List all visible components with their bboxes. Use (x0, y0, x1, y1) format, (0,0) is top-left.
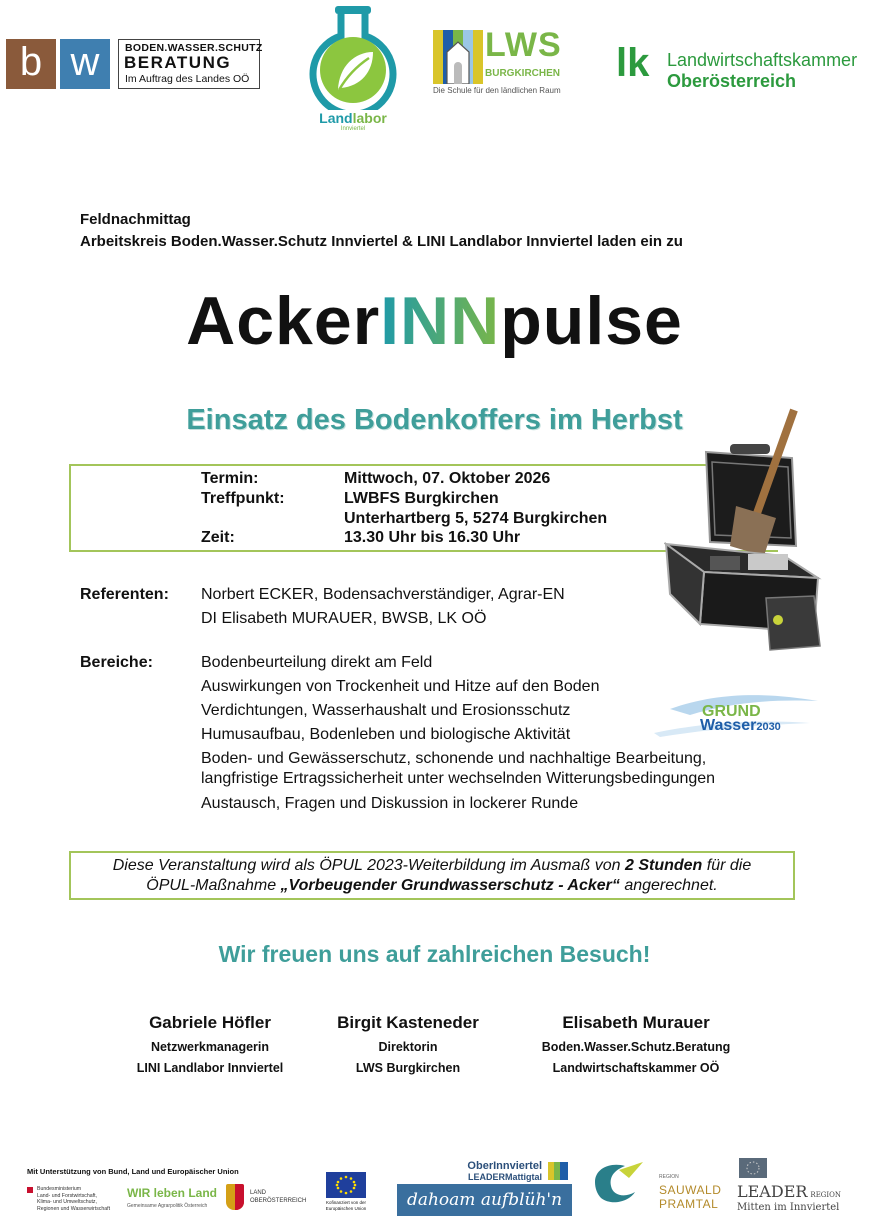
signature-role: Boden.Wasser.Schutz.Beratung (541, 1040, 731, 1054)
closing-text: Wir freuen uns auf zahlreichen Besuch! (218, 941, 651, 967)
bw-logo-b: b (6, 39, 56, 89)
referent-item: DI Elisabeth MURAUER, BWSB, LK OÖ (201, 610, 487, 627)
lws-logo (433, 26, 593, 100)
bw-logo-textbox (118, 39, 263, 89)
bereich-item: Humusaufbau, Bodenleben und biologische Aktivität (201, 726, 571, 743)
zeit-label: Zeit: (201, 529, 235, 546)
eu-flag-logo: Kofinanziert von der Europäischen Union (322, 1172, 370, 1216)
signature-block (526, 1013, 746, 1082)
event-subtitle: Einsatz des Bodenkoffers im Herbst (186, 404, 683, 436)
referenten-label: Referenten: (80, 586, 169, 603)
signature-org: LWS Burgkirchen (355, 1061, 461, 1075)
support-text: Mit Unterstützung von Bund, Land und Europäischer Union (27, 1167, 239, 1176)
bereich-item: Auswirkungen von Trockenheit und Hitze auf den Boden (201, 678, 600, 695)
leader-bars-icon (548, 1162, 568, 1180)
bereich-item: Verdichtungen, Wasserhaushalt und Erosionsschutz (201, 702, 571, 719)
soil-kit-suitcase-image (664, 406, 824, 652)
signature-name: Elisabeth Murauer (562, 1013, 710, 1032)
grundwasser-bottom: Wasser2030 (700, 717, 781, 734)
bw-beratung-logo (6, 39, 263, 89)
leader-region-logo: LEADER REGION Mitten im Innviertel (737, 1158, 857, 1216)
lws-tagline: Die Schule für den ländlichen Raum (433, 86, 561, 95)
signature-role: Direktorin (378, 1040, 438, 1054)
bw-logo-line3: Im Auftrag des Landes OÖ (125, 73, 250, 85)
lws-building-icon (433, 30, 483, 84)
landwirtschaftskammer-logo (616, 38, 866, 94)
oepul-note-line2: ÖPUL-Maßnahme „Vorbeugender Grundwasserschutz - Acker“ angerechnet. (146, 877, 718, 894)
flask-leaf-icon (303, 2, 403, 110)
treffpunkt-value2: Unterhartberg 5, 5274 Burgkirchen (344, 510, 608, 527)
treffpunkt-value1: LWBFS Burgkirchen (344, 490, 499, 507)
zeit-value: 13.30 Uhr bis 16.30 Uhr (344, 529, 521, 546)
eu-flag-small-icon (739, 1158, 767, 1178)
intro-line2: Arbeitskreis Boden.Wasser.Schutz Innviertel & LINI Landlabor Innviertel laden ein zu (80, 233, 683, 250)
signature-org: LINI Landlabor Innviertel (136, 1061, 284, 1075)
lws-sub: BURGKIRCHEN (485, 68, 560, 79)
signature-name: Birgit Kasteneder (337, 1013, 479, 1032)
grundwasser-2030-logo (650, 693, 820, 739)
signature-block (110, 1013, 310, 1082)
title-acker: Acker (186, 283, 381, 359)
landlabor-name: Landlabor (319, 110, 387, 126)
eu-flag-icon (326, 1172, 366, 1198)
signature-block (308, 1013, 508, 1082)
referent-item: Norbert ECKER, Bodensachverständiger, Agrar-EN (201, 586, 565, 603)
lk-line2: Oberösterreich (667, 71, 797, 91)
signature-org: Landwirtschaftskammer OÖ (552, 1061, 720, 1075)
grundwasser-top: GRUND (702, 703, 761, 720)
wir-leben-land-logo: WIR leben Land Gemeinsame Agrarpolitik Österreich (127, 1186, 217, 1209)
sauwald-pramtal-logo: REGION SAUWALD PRAMTAL (591, 1158, 721, 1214)
lws-name: LWS (485, 26, 562, 64)
bird-emblem-icon (591, 1158, 647, 1206)
bmlrt-logo: Bundesministerium Land- und Forstwirtschaft, Klima- und Umweltschutz, Regionen und Wasserwirtschaft (27, 1186, 127, 1216)
bereich-item: Boden- und Gewässerschutz, schonende und nachhaltige Bearbeitung, (201, 750, 707, 767)
title-inn: INN (380, 283, 501, 359)
bereich-item: Bodenbeurteilung direkt am Feld (201, 654, 433, 671)
leader-mattigtal-logo: OberInnviertel LEADERMattigtal dahoam aufblüh'n (397, 1160, 572, 1216)
event-title (0, 282, 869, 360)
landlabor-sub: Innviertel (340, 126, 366, 132)
signature-name: Gabriele Höfler (149, 1013, 271, 1032)
termin-label: Termin: (201, 470, 259, 487)
oepul-note-box (69, 851, 795, 900)
oepul-note-line1: Diese Veranstaltung wird als ÖPUL 2023-Weiterbildung im Ausmaß von 2 Stunden für die (112, 857, 752, 874)
bw-logo-line2: BERATUNG (124, 53, 232, 72)
bereich-item: Austausch, Fragen und Diskussion in lockerer Runde (201, 795, 579, 812)
bw-logo-w: w (60, 39, 110, 89)
bereich-item: langfristige Ertragssicherheit unter wechselnden Witterungsbedingungen (201, 770, 716, 787)
title-pulse: pulse (500, 283, 683, 359)
termin-value: Mittwoch, 07. Oktober 2026 (344, 470, 551, 487)
coat-of-arms-icon (226, 1184, 244, 1210)
bereiche-label: Bereiche: (80, 654, 153, 671)
bw-logo-line1: BODEN.WASSER.SCHUTZ (125, 42, 263, 54)
treffpunkt-label: Treffpunkt: (201, 490, 285, 507)
austria-flag-icon (27, 1187, 33, 1193)
lk-line1: Landwirtschaftskammer (667, 50, 858, 70)
intro-line1: Feldnachmittag (80, 211, 191, 228)
signature-role: Netzwerkmanagerin (150, 1040, 270, 1054)
lk-mark: lk (616, 41, 650, 85)
landlabor-logo (303, 2, 403, 142)
land-ooe-logo: LAND OBERÖSTERREICH (226, 1184, 316, 1214)
